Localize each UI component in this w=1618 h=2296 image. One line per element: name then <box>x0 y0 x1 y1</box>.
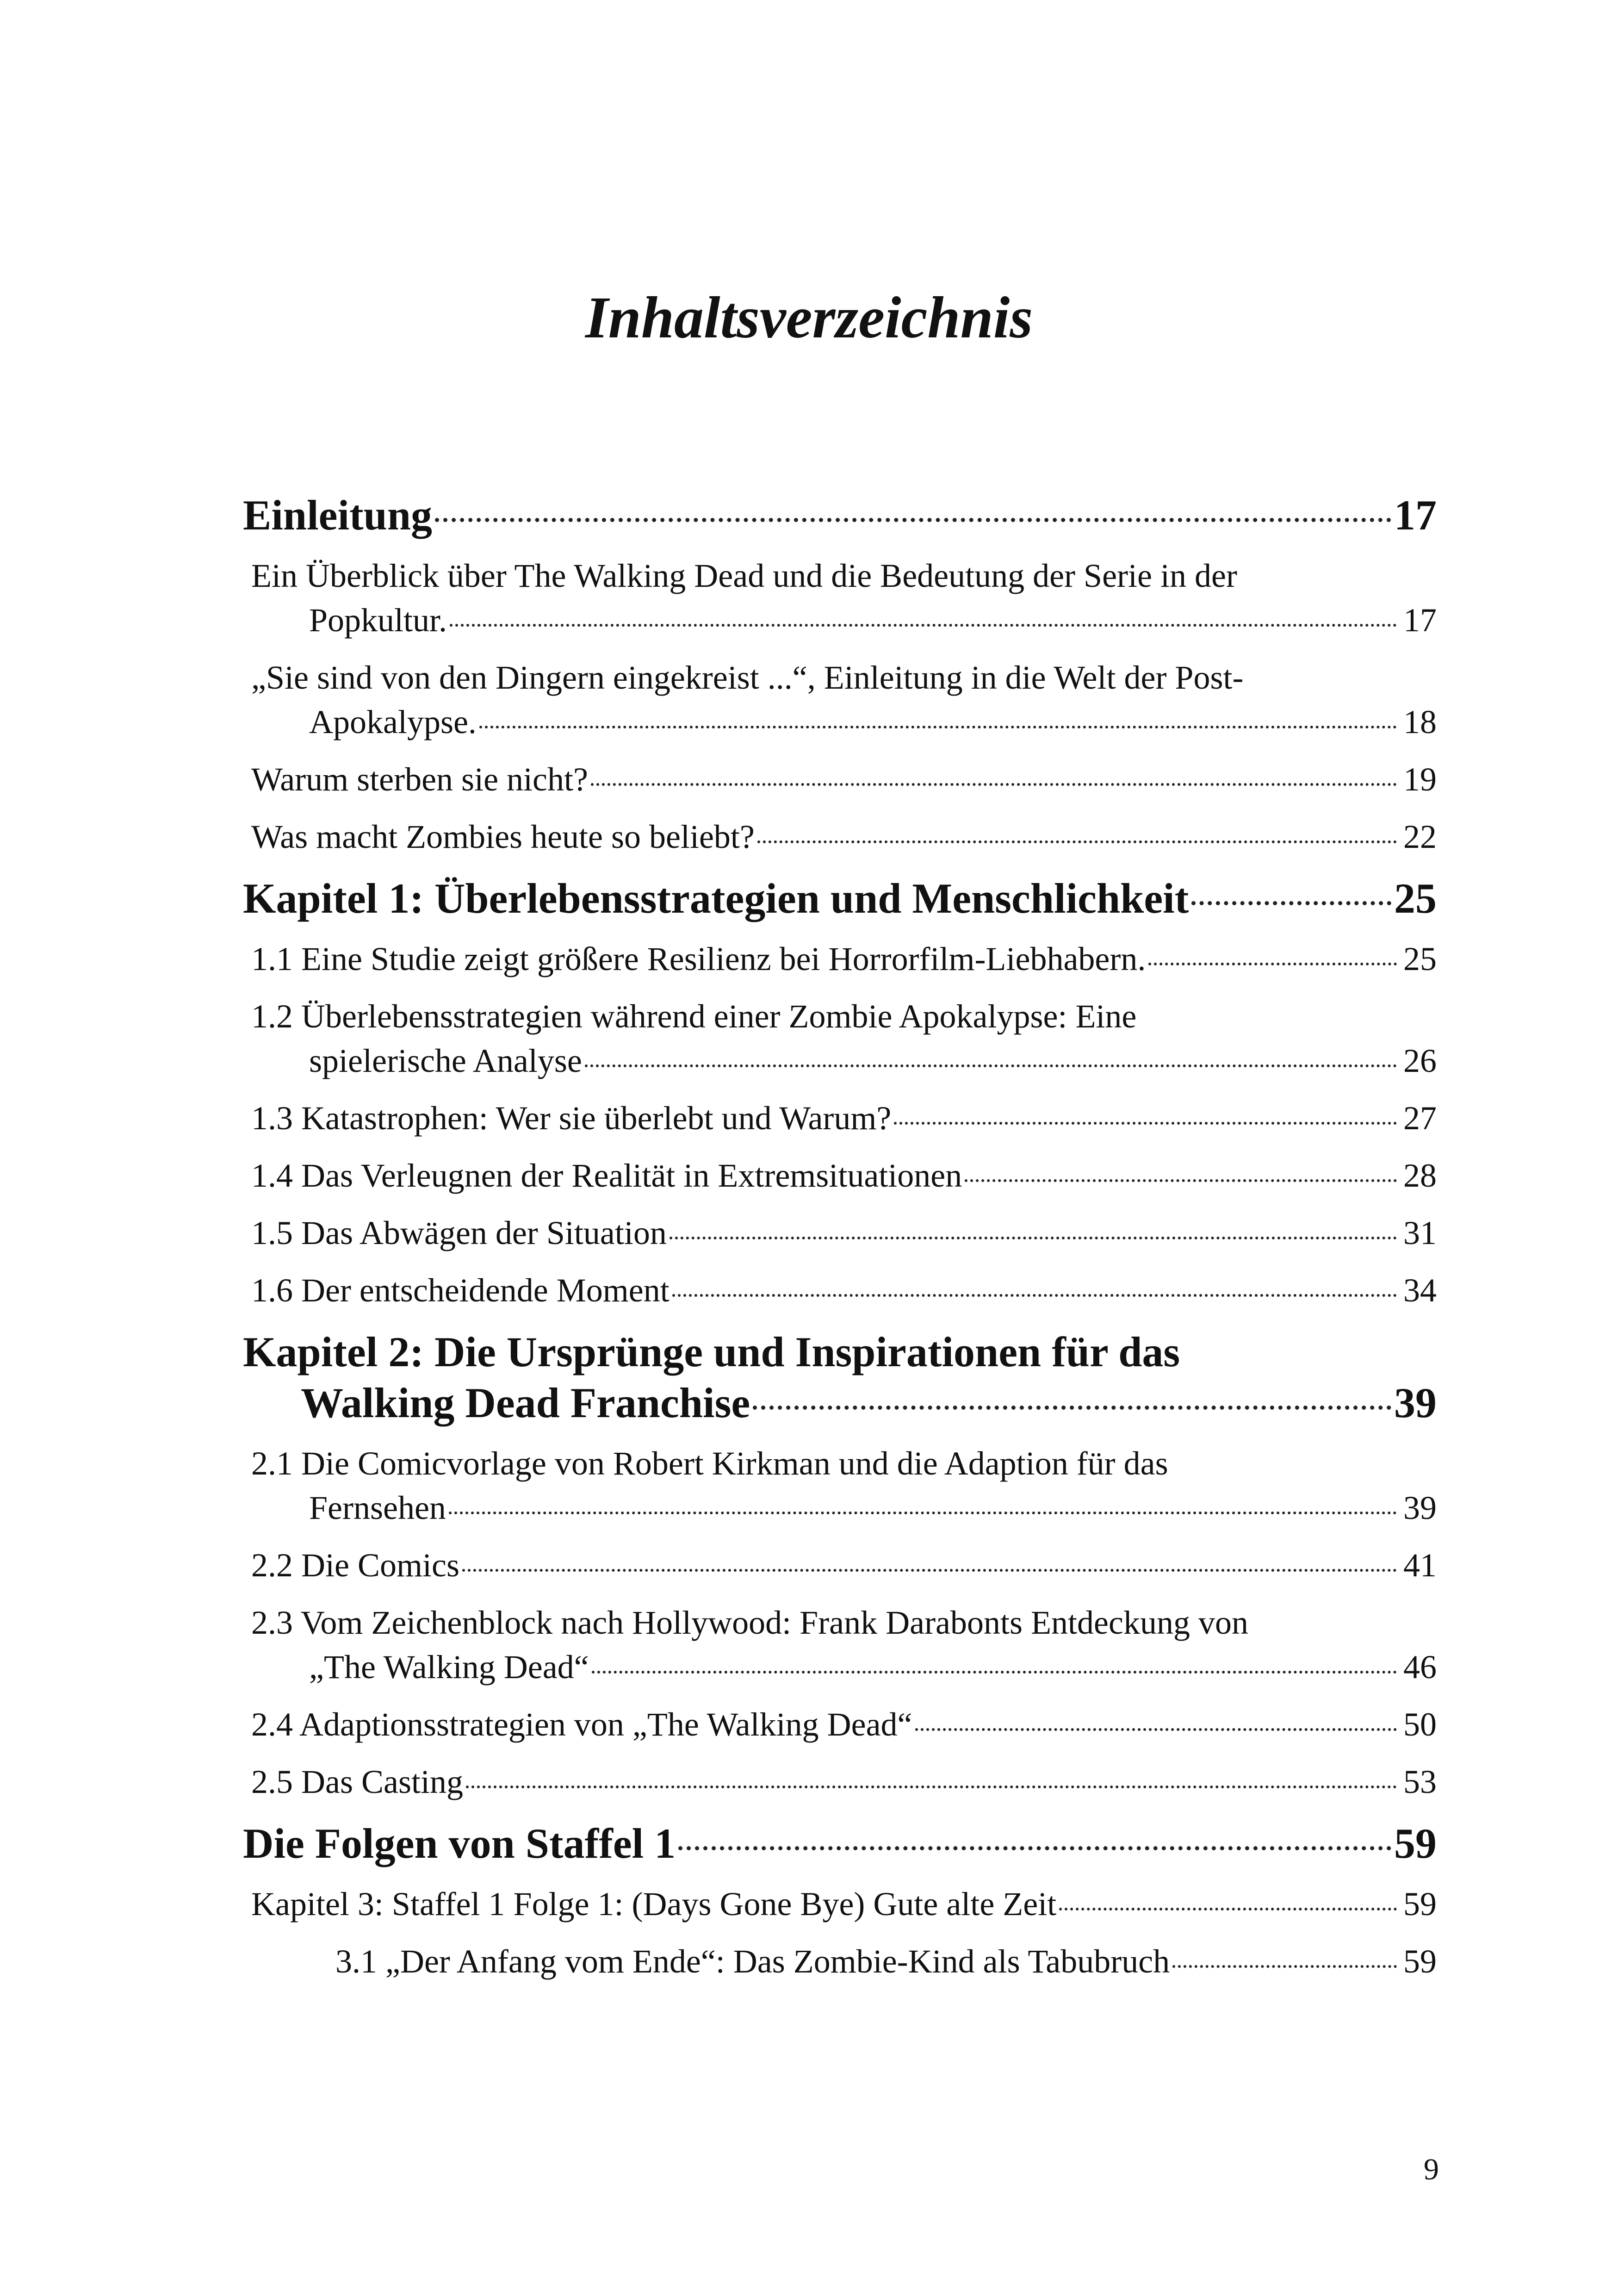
toc-section-entry <box>243 1543 1437 1587</box>
toc-entry-text: Popkultur. <box>309 602 447 639</box>
toc-section-entry <box>243 1760 1437 1804</box>
toc-chapter-entry <box>243 1818 1437 1869</box>
toc-entry-text: 3.1 „Der Anfang vom Ende“: Das Zombie-Kind als Tabubruch <box>335 1943 1170 1980</box>
toc-section-entry <box>243 1441 1437 1530</box>
dot-leader <box>753 1406 1391 1410</box>
toc-chapter-entry <box>243 490 1437 541</box>
toc-entry-last-line <box>335 1939 1437 1984</box>
toc-entry-text: Kapitel 3: Staffel 1 Folge 1: (Days Gone Bye) Gute alte Zeit <box>251 1885 1057 1923</box>
toc-section-entry <box>243 757 1437 802</box>
toc-page-number: 22 <box>1403 818 1437 855</box>
toc-entry-last-line <box>251 1543 1437 1587</box>
toc-entry-last-line <box>243 1818 1437 1869</box>
toc-page-number: 18 <box>1403 703 1437 740</box>
dot-leader <box>670 1237 1397 1239</box>
toc-page-number: 27 <box>1403 1100 1437 1137</box>
toc-section-entry <box>243 815 1437 859</box>
toc-page-number: 59 <box>1403 1885 1437 1923</box>
dot-leader <box>915 1728 1397 1731</box>
toc-section-entry <box>243 937 1437 981</box>
toc-entry-last-line <box>251 1882 1437 1926</box>
toc-entry-text: 1.6 Der entscheidende Moment <box>251 1272 670 1309</box>
dot-leader <box>585 1064 1397 1067</box>
toc-section-entry <box>243 554 1437 642</box>
toc-page-number: 25 <box>1394 875 1437 922</box>
toc-entry-last-line <box>251 1039 1437 1083</box>
toc-entry-last-line <box>251 700 1437 744</box>
toc-chapter-entry <box>243 873 1437 924</box>
toc-page-number: 17 <box>1403 602 1437 639</box>
toc-page-number: 59 <box>1394 1820 1437 1867</box>
toc-entry-text: 1.5 Das Abwägen der Situation <box>251 1214 667 1251</box>
dot-leader <box>449 1512 1397 1514</box>
toc-page-number: 31 <box>1403 1214 1437 1251</box>
toc-section-entry <box>243 1096 1437 1140</box>
dot-leader <box>678 1846 1391 1850</box>
toc-entry-text: Einleitung <box>243 492 433 539</box>
toc-entry-text: 1.3 Katastrophen: Wer sie überlebt und Warum? <box>251 1100 892 1137</box>
toc-entry-text: 2.4 Adaptionsstrategien von „The Walking Dead“ <box>251 1706 912 1743</box>
toc-entry-last-line <box>251 1760 1437 1804</box>
toc-entry-text: Fernsehen <box>309 1489 446 1526</box>
toc-page-number: 34 <box>1403 1272 1437 1309</box>
dot-leader <box>672 1294 1397 1297</box>
toc-page-number: 53 <box>1403 1763 1437 1800</box>
dot-leader <box>1059 1908 1397 1910</box>
toc-entry-text: 2.5 Das Casting <box>251 1763 463 1800</box>
toc-entry-last-line <box>251 1645 1437 1689</box>
dot-leader <box>1191 901 1391 905</box>
toc-entry-text: Kapitel 1: Überlebensstrategien und Menschlichkeit <box>243 875 1189 922</box>
toc-entry-last-line <box>251 757 1437 802</box>
toc-entry-text: 1.1 Eine Studie zeigt größere Resilienz bei Horrorfilm-Liebhabern. <box>251 940 1146 977</box>
toc-page-number: 19 <box>1403 761 1437 798</box>
dot-leader <box>591 783 1397 786</box>
toc-chapter-entry <box>243 1326 1437 1428</box>
toc-entry-text: Walking Dead Franchise <box>301 1379 750 1426</box>
toc-page-number: 59 <box>1403 1943 1437 1980</box>
toc-entry-text: Warum sterben sie nicht? <box>251 761 588 798</box>
toc-section-entry <box>243 1702 1437 1747</box>
toc-entry-last-line <box>251 1211 1437 1255</box>
toc-entry-text-line: 1.2 Überlebensstrategien während einer Zombie Apokalypse: Eine <box>251 998 1137 1035</box>
toc-page-number: 50 <box>1403 1706 1437 1743</box>
toc-section-entry <box>243 1268 1437 1313</box>
page-title: Inhaltsverzeichnis <box>585 285 1033 350</box>
table-of-contents <box>243 476 1437 1984</box>
dot-leader <box>479 726 1397 728</box>
toc-entry-last-line <box>251 1153 1437 1198</box>
toc-page-number: 41 <box>1403 1547 1437 1584</box>
toc-entry-last-line <box>251 1096 1437 1140</box>
toc-entry-last-line <box>243 873 1437 924</box>
dot-leader <box>757 840 1397 843</box>
toc-entry-text-line: Kapitel 2: Die Ursprünge und Inspirationen für das <box>243 1328 1180 1375</box>
page-number: 9 <box>1424 2153 1439 2186</box>
toc-entry-text-line: „Sie sind von den Dingern eingekreist ...“, Einleitung in die Welt der Post- <box>251 659 1244 696</box>
toc-page-number: 17 <box>1394 492 1437 539</box>
toc-subsection-entry <box>243 1939 1437 1984</box>
dot-leader <box>592 1671 1397 1674</box>
toc-entry-text: 2.2 Die Comics <box>251 1547 459 1584</box>
dot-leader <box>435 518 1391 522</box>
dot-leader <box>1148 963 1397 965</box>
toc-entry-last-line <box>251 1702 1437 1747</box>
toc-entry-text: Die Folgen von Staffel 1 <box>243 1820 676 1867</box>
dot-leader <box>894 1122 1397 1125</box>
toc-entry-last-line <box>251 1486 1437 1530</box>
toc-entry-text-line: Ein Überblick über The Walking Dead und die Bedeutung der Serie in der <box>251 557 1237 594</box>
toc-entry-last-line <box>243 490 1437 541</box>
toc-page-number: 26 <box>1403 1042 1437 1079</box>
toc-page-number: 39 <box>1403 1489 1437 1526</box>
toc-page-number: 25 <box>1403 940 1437 977</box>
toc-entry-last-line <box>243 1377 1437 1428</box>
toc-section-entry <box>243 655 1437 744</box>
toc-entry-text-line: 2.1 Die Comicvorlage von Robert Kirkman und die Adaption für das <box>251 1445 1168 1482</box>
toc-section-entry <box>243 994 1437 1083</box>
toc-entry-text: „The Walking Dead“ <box>309 1649 589 1686</box>
toc-entry-text: Apokalypse. <box>309 703 477 740</box>
toc-entry-last-line <box>251 815 1437 859</box>
toc-entry-last-line <box>251 1268 1437 1313</box>
toc-section-entry <box>243 1153 1437 1198</box>
dot-leader <box>462 1569 1397 1572</box>
toc-page-number: 28 <box>1403 1157 1437 1194</box>
toc-entry-last-line <box>251 937 1437 981</box>
toc-entry-last-line <box>251 598 1437 642</box>
toc-page-number: 46 <box>1403 1649 1437 1686</box>
toc-page-number: 39 <box>1394 1379 1437 1426</box>
toc-entry-text-line: 2.3 Vom Zeichenblock nach Hollywood: Frank Darabonts Entdeckung von <box>251 1604 1248 1641</box>
dot-leader <box>1172 1965 1397 1968</box>
toc-entry-text: 1.4 Das Verleugnen der Realität in Extremsituationen <box>251 1157 962 1194</box>
toc-entry-text: Was macht Zombies heute so beliebt? <box>251 818 755 855</box>
toc-section-entry <box>243 1600 1437 1689</box>
toc-entry-text: spielerische Analyse <box>309 1042 582 1079</box>
dot-leader <box>450 624 1397 627</box>
toc-section-entry <box>243 1882 1437 1926</box>
dot-leader <box>965 1179 1397 1182</box>
dot-leader <box>466 1786 1397 1788</box>
toc-section-entry <box>243 1211 1437 1255</box>
